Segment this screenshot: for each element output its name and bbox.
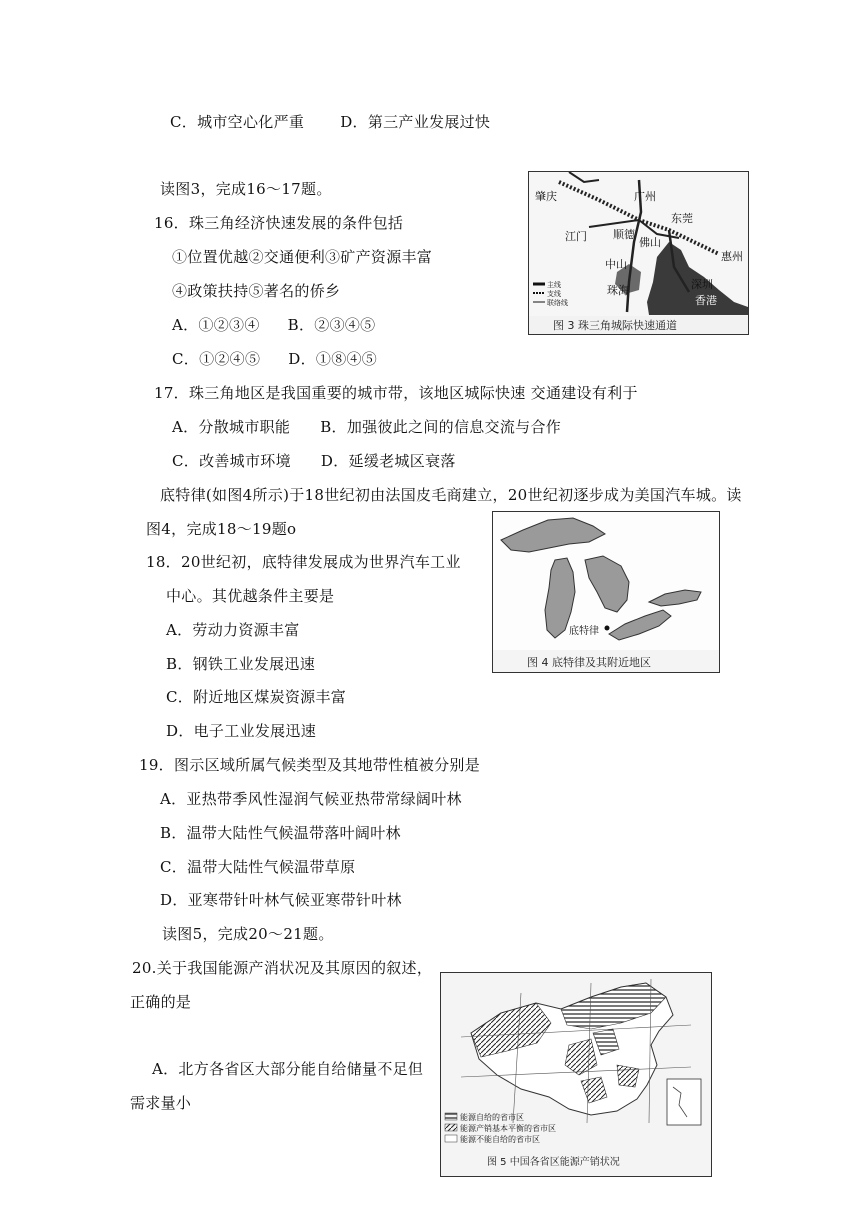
- figure-5-map: [440, 972, 712, 1177]
- q20-stem-2: 正确的是: [130, 993, 192, 1011]
- q15-option-line: [170, 111, 490, 132]
- fig3-city-dongguan: 东莞: [671, 212, 693, 225]
- q16-option-d: D．①⑧④⑤: [288, 350, 378, 368]
- figure-3-map: [528, 171, 749, 335]
- fig3-city-zhaoqing: 肇庆: [535, 190, 557, 203]
- q17-option-c: C．改善城市环境: [172, 452, 291, 470]
- q16-options-ab: [172, 314, 375, 335]
- fig5-legend-balanced: 能源产销基本平衡的省市区: [460, 1124, 556, 1133]
- fig3-city-zhongshan: 中山: [605, 258, 627, 271]
- fig3-city-zhuhai: 珠海: [607, 284, 629, 297]
- q17-option-b: B．加强彼此之间的信息交流与合作: [320, 418, 562, 436]
- intro-fig4-2: 图4，完成18～19题o: [146, 520, 297, 538]
- figure-4-map: [492, 511, 720, 673]
- fig3-legend-main: 主线: [547, 281, 561, 289]
- q18-stem-2: 中心。其优越条件主要是: [166, 587, 335, 605]
- fig3-legend-link: 联络线: [547, 299, 568, 307]
- q19-stem: 19．图示区域所属气候类型及其地带性植被分别是: [139, 756, 480, 774]
- fig4-caption: 图 4 底特律及其附近地区: [527, 656, 651, 669]
- fig3-city-jiangmen: 江门: [565, 230, 587, 243]
- fig5-caption: 图 5 中国各省区能源产销状况: [487, 1157, 620, 1168]
- q17-stem: 17．珠三角地区是我国重要的城市带，该地区城际快速 交通建设有利于: [154, 384, 638, 402]
- q16-items-1: ①位置优越②交通便利③矿产资源丰富: [172, 248, 433, 266]
- fig3-city-hongkong: 香港: [695, 294, 717, 307]
- q15-option-c: C．城市空心化严重: [170, 113, 305, 131]
- q20-stem-1: 20.关于我国能源产消状况及其原因的叙述，: [132, 959, 433, 977]
- q18-option-c: C．附近地区煤炭资源丰富: [166, 688, 347, 706]
- fig3-city-guangzhou: 广州: [634, 190, 656, 203]
- fig3-city-shunde: 顺德: [613, 228, 635, 241]
- fig3-city-foshan: 佛山: [639, 236, 661, 249]
- fig5-legend-deficit: 能源不能自给的省市区: [460, 1135, 540, 1144]
- q17-options-ab: [172, 416, 561, 437]
- q16-option-c: C．①②④⑤: [172, 350, 261, 368]
- fig3-caption: 图 3 珠三角城际快速通道: [553, 319, 677, 332]
- fig4-detroit-label: 底特律: [569, 626, 599, 637]
- q18-stem-1: 18．20世纪初，底特律发展成为世界汽车工业: [146, 553, 461, 571]
- q19-option-a: A．亚热带季风性湿润气候亚热带常绿阔叶林: [160, 790, 462, 808]
- q19-option-c: C．温带大陆性气候温带草原: [160, 858, 356, 876]
- intro-fig5: 读图5，完成20～21题。: [162, 925, 334, 943]
- fig3-city-huizhou: 惠州: [721, 250, 743, 263]
- intro-fig4-1: 底特律(如图4所示)于18世纪初由法国皮毛商建立，20世纪初逐步成为美国汽车城。读: [160, 486, 742, 504]
- q16-option-b: B．②③④⑤: [287, 316, 376, 334]
- intro-fig3: 读图3，完成16～17题。: [160, 180, 332, 198]
- fig3-legend-branch: 支线: [547, 290, 561, 298]
- q18-option-b: B．钢铁工业发展迅速: [166, 655, 316, 673]
- fig3-city-shenzhen: 深圳: [691, 278, 713, 291]
- q15-option-d: D．第三产业发展过快: [340, 113, 491, 131]
- q19-option-b: B．温带大陆性气候温带落叶阔叶林: [160, 824, 401, 842]
- q17-option-a: A．分散城市职能: [172, 418, 291, 436]
- q16-options-cd: [172, 348, 377, 369]
- q19-option-d: D．亚寒带针叶林气候亚寒带针叶林: [160, 891, 402, 909]
- q18-option-d: D．电子工业发展迅速: [166, 722, 317, 740]
- q18-option-a: A．劳动力资源丰富: [166, 621, 300, 639]
- q17-option-d: D．延缓老城区衰落: [320, 452, 456, 470]
- q17-options-cd: [172, 450, 456, 471]
- fig5-legend-self: 能源自给的省市区: [460, 1113, 524, 1122]
- q16-items-2: ④政策扶持⑤著名的侨乡: [172, 282, 341, 300]
- q16-stem: 16．珠三角经济快速发展的条件包括: [154, 214, 404, 232]
- q20-option-a-2: 需求量小: [130, 1094, 192, 1112]
- q16-option-a: A．①②③④: [172, 316, 260, 334]
- q20-option-a-1: A．北方各省区大部分能自给储量不足但: [152, 1060, 424, 1078]
